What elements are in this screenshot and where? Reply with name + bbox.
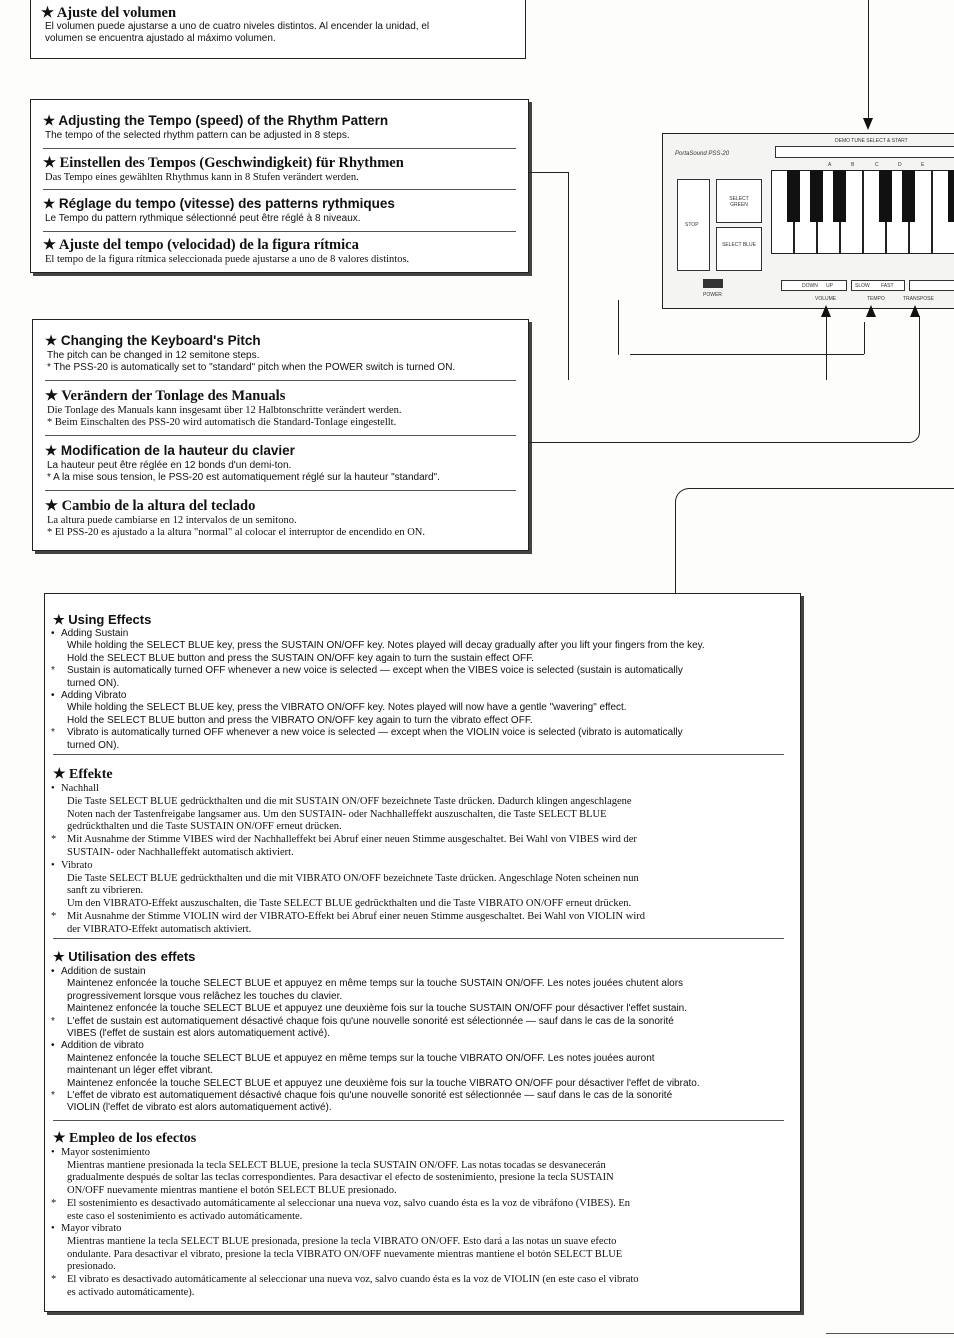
divider [53,938,784,939]
connector-line [529,172,569,173]
effects-line: Mit Ausnahme der Stimme VIBES wird der Nachhalleffekt bei Abruf einer neuen Stimme ausgeschaltet. Bei Wahl von VIBES wird der [67,834,637,846]
bullet-marker: * [51,911,57,922]
effects-line: es activado automáticamente). [67,1286,195,1298]
black-key [948,170,954,222]
tempo-label: TEMPO [867,296,885,302]
arrow-up-icon [866,305,876,317]
effects-line: Mientras mantiene presionada la tecla SELECT BLUE, presione la tecla SUSTAIN ON/OFF. Las notas tocadas se desvanecerán [67,1159,606,1171]
pitch-line-fr-2: * A la mise sous tension, le PSS-20 est automatiquement réglé sur la hauteur "standard". [47,472,440,483]
effects-line: Vibrato is automatically turned OFF whenever a new voice is selected — except when the VIOLIN voice is selected (vibrato is automatically [67,727,683,739]
keyboard-illustration [662,133,954,309]
up-label: UP [826,283,833,289]
effects-line: Um den VIBRATO-Effekt auszuschalten, die Taste SELECT BLUE gedrückthalten und die Taste VIBRATO ON/OFF erneut drücken. [67,898,632,910]
pitch-line-en-2: * The PSS-20 is automatically set to "standard" pitch when the POWER switch is turned ON. [47,362,456,373]
effects-heading-fr: ★ Utilisation des effets [53,949,196,964]
effects-line: Hold the SELECT BLUE button and press the SUSTAIN ON/OFF key again to turn the sustain effect OFF. [67,652,534,664]
effects-line: Maintenez enfoncée la touche SELECT BLUE et appuyez une deuxième fois sur la touche VIBRATO ON/OFF pour désactiver l'effet de vibrato. [67,1077,700,1089]
arrow-down-icon [863,118,873,130]
bullet-marker: * [51,1274,57,1285]
effects-line: Mit Ausnahme der Stimme VIOLIN wird der VIBRATO-Effekt bei Abruf einer neuen Stimme ausgeschaltet. Bei Wahl von VIOLIN wird [67,911,646,922]
effects-line: Addition de sustain [61,966,146,977]
demo-tune-label: DEMO TUNE SELECT & START [835,138,908,144]
black-key [810,170,823,222]
effects-line: Die Taste SELECT BLUE gedrückthalten und die mit SUSTAIN ON/OFF bezeichnete Taste drücken. Dadurch klingen angeschlagene [67,795,632,807]
effects-line: ON/OFF nuevamente mientras mantiene el botón SELECT BLUE presionado. [67,1185,397,1197]
connector-line [826,316,827,380]
pitch-line-de-2: * Beim Einschalten des PSS-20 wird automatisch die Standard-Tonlage eingestellt. [47,417,397,428]
select-blue-label: SELECT BLUE [722,242,756,248]
effects-line: While holding the SELECT BLUE key, press the VIBRATO ON/OFF key. Notes played will now have a gentle "wavering" effect. [67,702,627,714]
effects-line: Sustain is automatically turned OFF whenever a new voice is selected — except when the VIBES voice is selected (sustain is automatically [67,665,683,677]
effects-line: progressivement lorsque vous relâchez les touches du clavier. [67,990,343,1002]
connector-line [529,442,909,443]
effects-line: sanft zu vibrieren. [67,885,144,897]
volume-line-2: volumen se encuentra ajustado al máximo volumen. [45,33,276,44]
pitch-section [32,319,529,551]
tempo-text-en: The tempo of the selected rhythm pattern can be adjusted in 8 steps. [45,130,350,141]
effects-line: L'effet de sustain est automatiquement désactivé chaque fois qu'une nouvelle sonorité est sélectionnée — sauf dans le cas de la sonorité [67,1015,674,1027]
divider [45,490,516,491]
effects-line: Addition de vibrato [61,1040,144,1052]
bullet-marker: • [51,1147,55,1158]
effects-line: Mientras mantiene la tecla SELECT BLUE presionada, presione la tecla VIBRATO ON/OFF. Esto dará a las notas un suave efecto [67,1235,617,1247]
effects-line: El sostenimiento es desactivado automáticamente al seleccionar una nueva voz, salvo cuando ésta es la voz de vibráfono (VIBES). En [67,1197,631,1209]
effects-line: Vibrato [61,859,93,871]
effects-line: maintenant un léger effet vibrant. [67,1065,214,1077]
divider [53,1120,784,1121]
effects-heading-en: ★ Using Effects [53,612,152,627]
effects-line: Nachhall [61,783,99,794]
divider [45,380,516,381]
pitch-heading-de: ★ Verändern der Tonlage des Manuals [45,388,286,404]
effects-line: VIBES (l'effet de sustain est alors automatiquement activé). [67,1028,330,1039]
tempo-text-de: Das Tempo eines gewählten Rhythmus kann in 8 Stufen verändert werden. [45,172,359,183]
tempo-heading-fr: ★ Réglage du tempo (vitesse) des patterns rythmiques [43,196,395,211]
effects-line: gedrückthalten und die Taste SUSTAIN ON/OFF erneut drücken. [67,821,342,833]
effects-line: presionado. [67,1261,116,1273]
fast-label: FAST [881,283,894,289]
connector-line [618,300,619,355]
page-edge-rule [826,1333,954,1334]
pitch-heading-fr: ★ Modification de la hauteur du clavier [45,443,295,458]
effects-line: Maintenez enfoncée la touche SELECT BLUE et appuyez une deuxième fois sur la touche SUSTAIN ON/OFF pour désactiver l'effet sustain. [67,1003,688,1015]
bullet-marker: • [51,783,55,794]
effects-line: VIOLIN (l'effet de vibrato est alors automatiquement activé). [67,1102,332,1114]
effects-line: Die Taste SELECT BLUE gedrückthalten und die mit VIBRATO ON/OFF bezeichnete Taste drücken. Angeschlage Noten scheinen nun [67,872,639,884]
effects-line: der VIBRATO-Effekt automatisch aktiviert. [67,923,252,935]
pitch-line-de-1: Die Tonlage des Manuals kann insgesamt über 12 Halbtonschritte verändert werden. [47,405,402,416]
bullet-marker: • [51,690,55,701]
effects-line: Hold the SELECT BLUE button and press the VIBRATO ON/OFF key again to turn the vibrato effect OFF. [67,714,533,726]
effects-section [44,593,801,1312]
volume-label: VOLUME [815,296,837,302]
tempo-heading-es: ★ Ajuste del tempo (velocidad) de la figura rítmica [43,237,359,253]
volume-heading: ★ Ajuste del volumen [41,5,177,21]
power-switch [703,279,723,288]
tempo-text-fr: Le Tempo du pattern rythmique sélectionné peut être réglé à 8 niveaux. [45,213,361,224]
transpose-label: TRANSPOSE [903,296,934,302]
pitch-heading-es: ★ Cambio de la altura del teclado [45,498,256,514]
power-label: POWER [703,292,722,298]
effects-line: turned ON). [67,677,120,689]
effects-line: Noten nach der Tastenfreigabe langsamer aus. Um den SUSTAIN- oder Nachhalleffekt auszuschalten, die Taste SELECT BLUE [67,808,607,820]
effects-line: ondulante. Para desactivar el vibrato, presione la tecla VIBRATO ON/OFF nuevamente mientras mantiene el botón SELECT BLUE [67,1248,623,1260]
effects-line: While holding the SELECT BLUE key, press the SUSTAIN ON/OFF key. Notes played will decay gradually after you lift your fingers from the key. [67,640,705,652]
pitch-line-en-1: The pitch can be changed in 12 semitone steps. [47,350,260,361]
transpose-buttons [909,280,954,291]
connector-line [864,322,865,354]
effects-line: este caso el sostenimiento es activado automáticamente. [67,1210,303,1222]
black-key [879,170,892,222]
effects-line: Mayor sostenimiento [61,1147,150,1158]
bullet-marker: * [51,727,55,739]
pitch-heading-en: ★ Changing the Keyboard's Pitch [45,333,261,348]
effects-line: El vibrato es desactivado automáticamente al seleccionar una nueva voz, salvo cuando ésta es la voz de VIOLIN (en este caso el vibrato [67,1274,639,1285]
bullet-marker: • [51,966,55,977]
bullet-marker: • [51,1223,55,1235]
demo-button-strip [775,146,954,158]
effects-line: Adding Vibrato [61,690,127,701]
divider [43,148,516,149]
pitch-line-es-2: * El PSS-20 es ajustado a la altura "normal" al colocar el interruptor de encendido en ON. [47,527,425,538]
select-blue-button [716,227,762,271]
effects-line: Maintenez enfoncée la touche SELECT BLUE et appuyez en même temps sur la touche SUSTAIN ON/OFF. Les notes jouées chutent alors [67,978,684,990]
black-key [902,170,915,222]
bullet-marker: * [51,834,57,846]
bullet-marker: * [51,665,55,677]
down-label: DOWN [802,283,818,289]
black-key [787,170,800,222]
note-letter: E [921,162,925,168]
effects-line: Mayor vibrato [61,1223,122,1235]
connector-line [568,172,569,380]
stop-label: STOP [685,222,699,228]
effects-line: SUSTAIN- oder Nachhalleffekt automatisch aktiviert. [67,847,294,858]
slow-label: SLOW [855,283,870,289]
brand-label: PortaSound PSS-20 [675,151,730,157]
connector-line [675,488,954,593]
effects-line: gradualmente después de soltar las teclas correspondientes. Para desactivar el efecto de sostenimiento, presione la tecla SUSTAIN [67,1172,614,1184]
effects-line: L'effet de vibrato est automatiquement désactivé chaque fois qu'une nouvelle sonorité est sélectionnée — sauf dans le cas de la sonorité [67,1090,673,1101]
note-letter: C [875,162,879,168]
bullet-marker: * [51,1015,55,1027]
effects-heading-es: ★ Empleo de los efectos [53,1131,197,1146]
pitch-line-es-1: La altura puede cambiarse en 12 intervalos de un semitono. [47,515,297,526]
divider [45,435,516,436]
bullet-marker: • [51,859,55,871]
divider [53,754,784,755]
black-key [833,170,846,222]
tempo-text-es: El tempo de la figura rítmica seleccionada puede ajustarse a uno de 8 valores distintos. [45,254,410,265]
effects-line: turned ON). [67,739,120,751]
effects-heading-de: ★ Effekte [53,767,113,782]
tempo-section [30,99,529,273]
effects-line: Adding Sustain [61,628,129,639]
connector-line [868,0,869,120]
tempo-heading-en: ★ Adjusting the Tempo (speed) of the Rhythm Pattern [43,113,389,128]
bullet-marker: * [51,1197,57,1209]
note-letter: B [851,162,855,168]
volume-line-1: El volumen puede ajustarse a uno de cuatro niveles distintos. Al encender la unidad, el [45,21,430,32]
divider [43,231,516,232]
select-green-label: SELECT GREEN [729,196,749,208]
bullet-marker: * [51,1090,55,1101]
bullet-marker: • [51,1040,55,1052]
volume-section [30,0,526,59]
bullet-marker: • [51,628,55,639]
pitch-line-fr-1: La hauteur peut être réglée en 12 bonds d'un demi-ton. [47,460,292,471]
note-letter: D [898,162,902,168]
connector-line [630,354,864,355]
tempo-heading-de: ★ Einstellen des Tempos (Geschwindigkeit) für Rhythmen [43,155,404,171]
note-letter: A [828,162,832,168]
divider [43,189,516,190]
effects-line: Maintenez enfoncée la touche SELECT BLUE et appuyez en même temps sur la touche VIBRATO ON/OFF. Les notes jouées auront [67,1052,655,1064]
connector-line [909,316,920,443]
